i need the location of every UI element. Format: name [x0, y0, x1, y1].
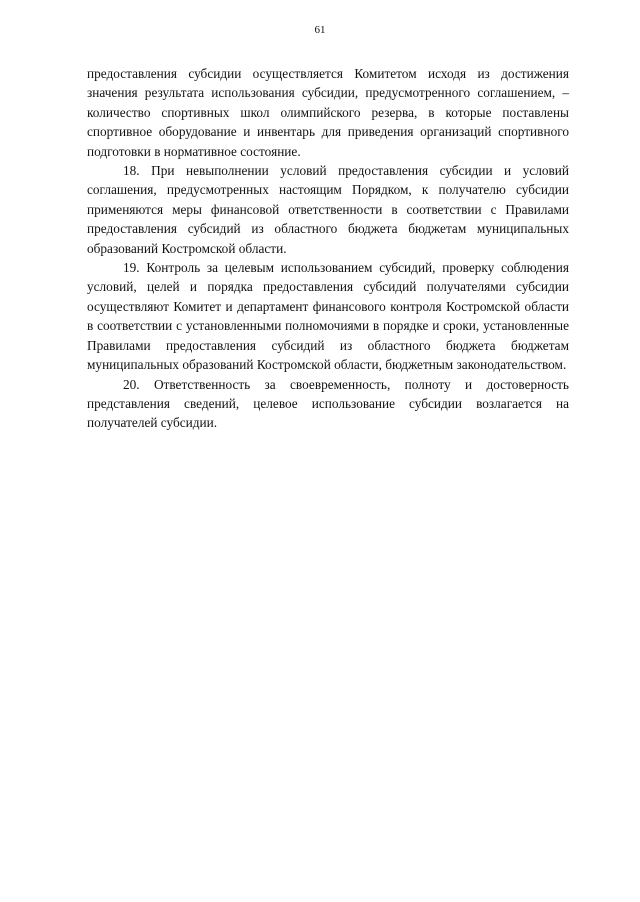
paragraph-continuation: предоставления субсидии осуществляется Комитетом исходя из достижения значения результата использования субсидии, предусмотренного соглашением, – количество спортивных школ олимпийского резерва, в которые поставлены спортивное оборудование и инвентарь для приведения организаций спортивного подготовки в нормативное состояние.	[87, 66, 569, 159]
document-body	[87, 64, 569, 433]
paragraph-20: 20. Ответственность за своевременность, полноту и достоверность представления сведений, целевое использование субсидии возлагается на получателей субсидии.	[87, 376, 569, 431]
paragraph-18: 18. При невыполнении условий предоставления субсидии и условий соглашения, предусмотренных настоящим Порядком, к получателю субсидии применяются меры финансовой ответственности в соответствии с Правилами предоставления субсидий из областного бюджета бюджетам муниципальных образований Костромской области.	[87, 163, 569, 256]
page-number: 61	[314, 24, 326, 36]
paragraph-19: 19. Контроль за целевым использованием субсидий, проверку соблюдения условий, целей и порядка предоставления субсидий получателями субсидии осуществляют Комитет и департамент финансового контроля Костромской области в соответствии с установленными полномочиями в порядке и сроки, установленные Правилами предоставления субсидий из областного бюджета бюджетам муниципальных образований Костромской области, бюджетным законодательством.	[87, 260, 569, 373]
